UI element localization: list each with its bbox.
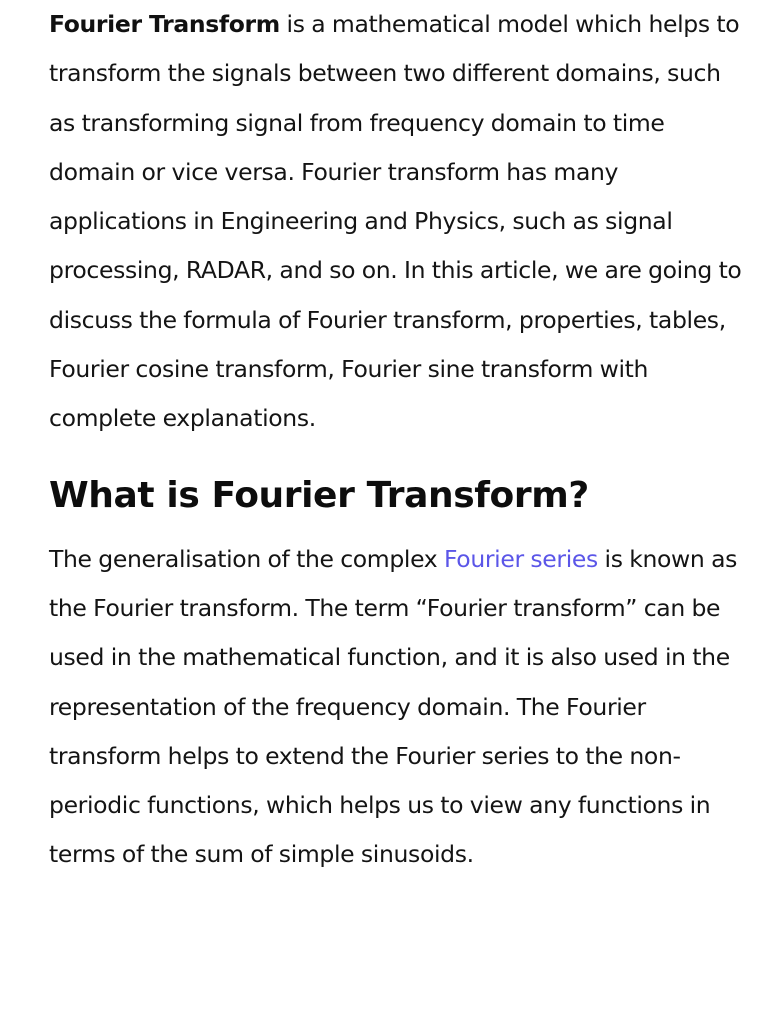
- section-text-before-link: The generalisation of the complex: [49, 544, 444, 573]
- section-text-after-link: is known as the Fourier transform. The term “Fourier transform” can be used in the mathematical function, and it is also used in the representation of the frequency domain. The Fourier transform helps to extend the Fourier series to the non-periodic functions, which helps us to view any functions in terms of the sum of simple sinusoids.: [49, 544, 738, 869]
- intro-text: is a mathematical model which helps to transform the signals between two different domains, such as transforming signal from frequency domain to time domain or vice versa. Fourier transform has many applications in Engineering and Physics, such as signal processing, RADAR, and so on. In this article, we are going to discuss the formula of Fourier transform, properties, tables, Fourier cosine transform, Fourier sine transform with complete explanations.: [49, 10, 742, 433]
- article-content: [49, 0, 749, 880]
- fourier-series-link[interactable]: Fourier series: [443, 544, 598, 573]
- intro-paragraph: [49, 0, 749, 444]
- intro-bold-term: Fourier Transform: [49, 10, 280, 38]
- section-heading: What is Fourier Transform?: [49, 474, 589, 516]
- section-paragraph: [49, 535, 749, 880]
